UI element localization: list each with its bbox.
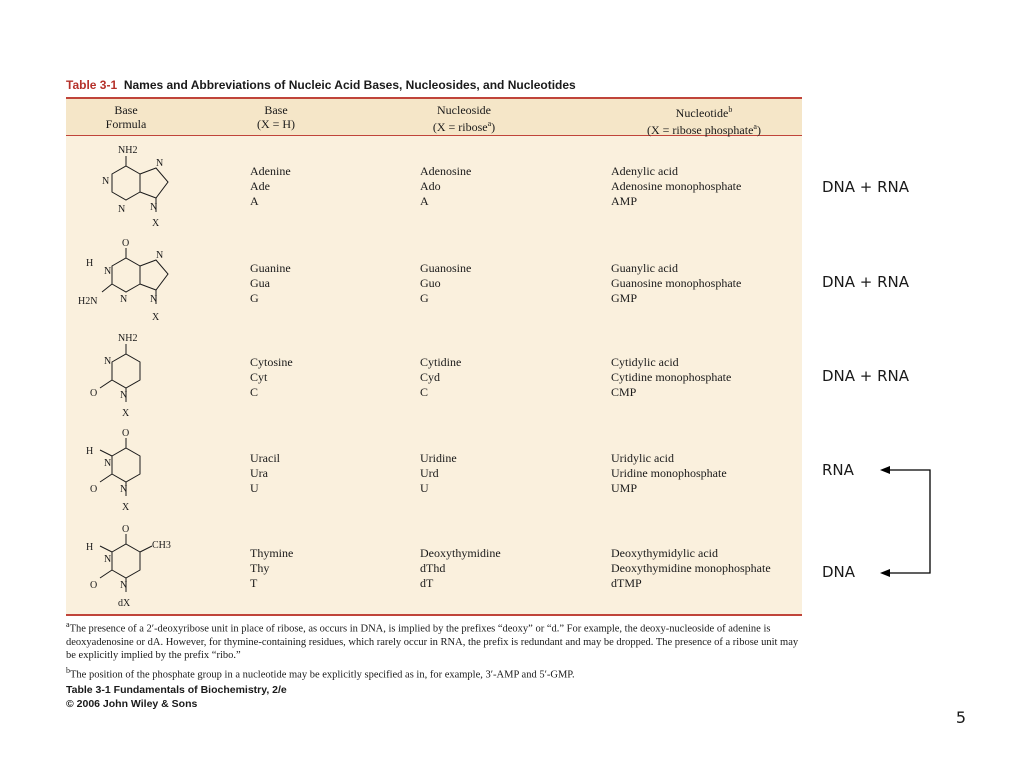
svg-text:O: O [90,580,98,591]
svg-text:N: N [118,204,126,215]
svg-text:X: X [122,408,130,419]
adenine-structure [78,140,188,232]
table-caption [66,78,576,92]
annotation-guanine: DNA + RNA [822,273,910,291]
svg-text:N: N [120,484,128,495]
svg-text:O: O [122,524,130,535]
svg-text:O: O [122,238,130,249]
annotation-uracil: RNA [822,461,854,479]
source-line-2: © 2006 John Wiley & Sons [66,698,198,710]
svg-text:N: N [102,176,110,187]
svg-text:O: O [90,484,98,495]
source-line-1: Table 3-1 Fundamentals of Biochemistry, 2/e [66,684,287,696]
row-uracil-nucleotide: Uridylic acid Uridine monophosphate UMP [611,451,727,495]
svg-text:N: N [120,580,128,591]
guanine-structure [78,236,188,328]
svg-text:H: H [86,542,94,553]
table-title: Names and Abbreviations of Nucleic Acid Bases, Nucleosides, and Nucleotides [123,78,576,92]
svg-text:CH3: CH3 [152,540,171,551]
svg-text:N: N [104,266,112,277]
footnote-a: $^a$The presence of a 2′-deoxyribose unit in place of ribose, as occurs in DNA, is implied by the prefixes “deoxy” or “d.” For example, the deoxy-nucleoside of adenine is deoxyadenosine or dA. However, for thymine-containing residues, which rarely occur in RNA, the prefix is redundant and may be dropped. The presence of a ribose unit may be explicitly implied by the prefix “ribo.” [66,620,799,661]
svg-text:N: N [104,458,112,469]
cytosine-structure [78,330,188,422]
svg-text:H2N: H2N [78,296,98,307]
row-adenine-nucleotide: Adenylic acid Adenosine monophosphate AMP [611,164,742,208]
row-cytosine-nucleoside: Cytidine Cyd C [420,355,462,399]
row-thymine-nucleotide: Deoxythymidylic acid Deoxythymidine monophosphate dTMP [611,546,771,590]
uracil-structure [78,426,188,518]
thymine-structure [78,522,198,614]
row-uracil-nucleoside: Uridine Urd U [420,451,457,495]
annotation-cytosine: DNA + RNA [822,367,910,385]
header-nucleoside: Nucleoside (X = ribose$^a$) [432,103,496,134]
svg-text:N: N [150,202,158,213]
svg-text:N: N [104,554,112,565]
footnote-b: $^b$The position of the phosphate group in a nucleotide may be explicitly specified as in, for example, 3′-AMP and 5′-GMP. [66,666,575,681]
svg-text:X: X [122,502,130,513]
svg-text:X: X [152,218,160,229]
annotation-thymine: DNA [822,563,856,581]
row-uracil-base: Uracil Ura U [250,451,280,495]
svg-text:dX: dX [118,598,131,609]
svg-text:NH2: NH2 [118,333,138,344]
annotation-adenine: DNA + RNA [822,178,910,196]
row-cytosine-nucleotide: Cytidylic acid Cytidine monophosphate CMP [611,355,732,399]
header-nucleotide: Nucleotide$^b$ (X = ribose phosphate$^a$) [647,105,761,137]
svg-text:H: H [86,446,94,457]
svg-text:N: N [120,390,128,401]
row-thymine-base: Thymine Thy T [250,546,294,590]
svg-text:N: N [156,158,164,169]
row-adenine-nucleoside: Adenosine Ado A [420,164,472,208]
svg-text:O: O [90,388,98,399]
svg-text:N: N [104,356,112,367]
page-number: 5 [955,708,966,727]
svg-text:X: X [152,312,160,323]
header-base: Base (X = H) [256,103,296,131]
table-bottom-rule [66,614,802,616]
row-guanine-nucleoside: Guanosine Guo G [420,261,472,305]
svg-text:O: O [122,428,130,439]
table-number: Table 3-1 [66,78,118,92]
bracket-arrow-icon [876,460,936,580]
row-guanine-nucleotide: Guanylic acid Guanosine monophosphate GMP [611,261,742,305]
svg-text:NH2: NH2 [118,145,138,156]
header-base-formula: Base Formula [105,103,147,131]
row-thymine-nucleoside: Deoxythymidine dThd dT [420,546,501,590]
svg-text:N: N [150,294,158,305]
svg-text:H: H [86,258,94,269]
row-guanine-base: Guanine Gua G [250,261,291,305]
svg-text:N: N [120,294,128,305]
svg-text:N: N [156,250,164,261]
row-adenine-base: Adenine Ade A [250,164,291,208]
row-cytosine-base: Cytosine Cyt C [250,355,293,399]
